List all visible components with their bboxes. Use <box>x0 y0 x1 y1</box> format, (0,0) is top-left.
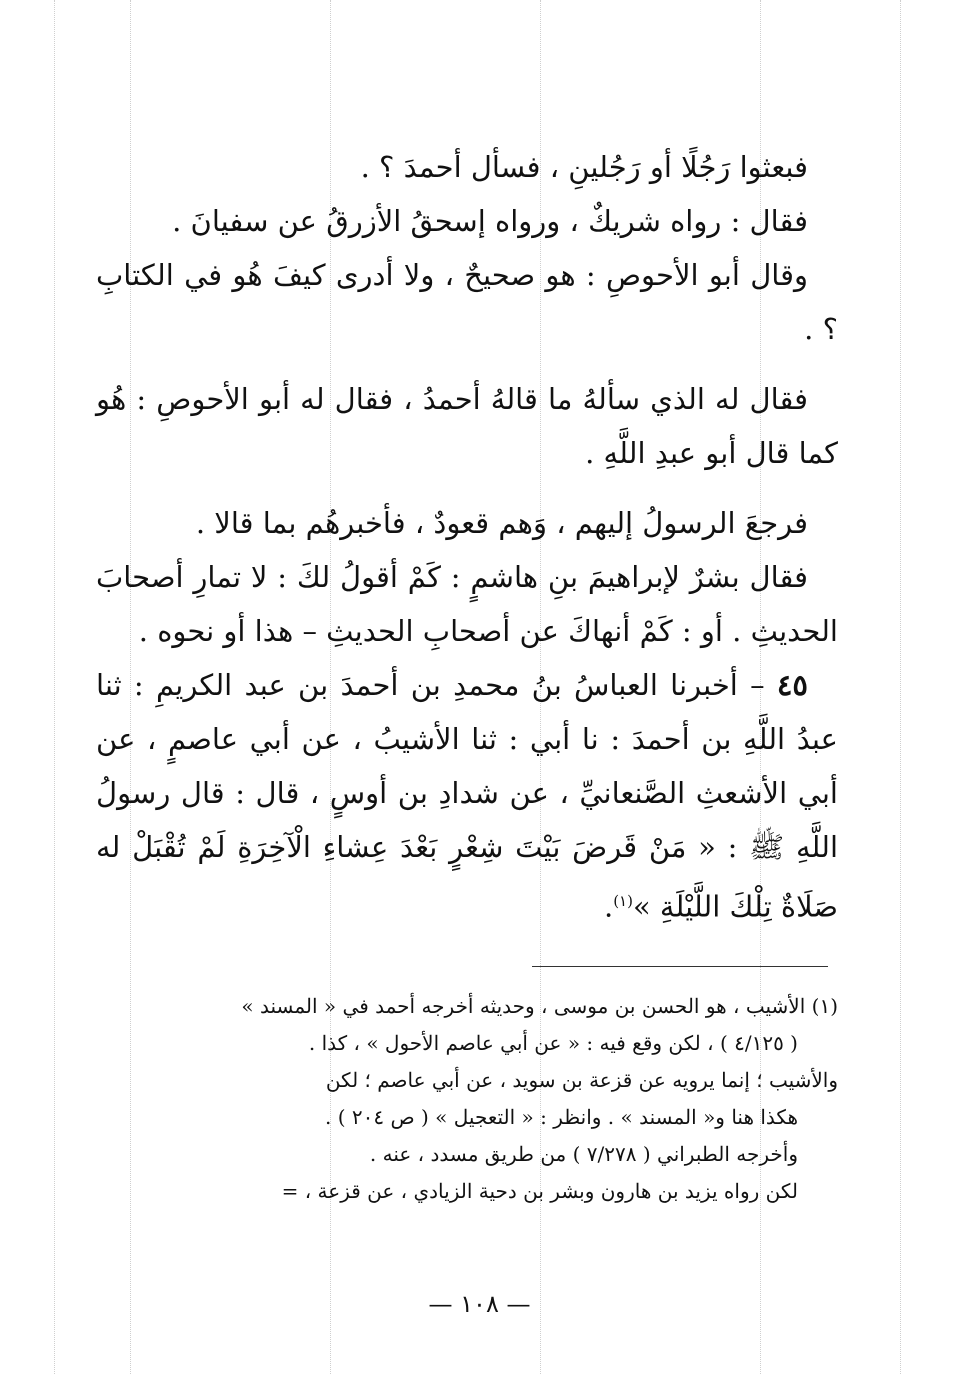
footnote-line: والأشيب ؛ إنما يرويه عن قزعة بن سويد ، عن أبي عاصم ؛ لكن <box>325 1068 838 1092</box>
scan-line <box>900 0 901 1374</box>
footnote-separator <box>532 966 828 967</box>
hadith-number: ٤٥ <box>776 668 808 702</box>
footnote-line: (١) الأشيب ، هو الحسن بن موسى ، وحديثه أخرجه أحمد في « المسند » <box>241 994 838 1018</box>
paragraph-4: فقال له الذي سألهُ ما قالهُ أحمدُ ، فقال له أبو الأحوصِ : هُو كما قال أبو عبدِ اللَّهِ . <box>96 382 838 470</box>
paragraph-2: فقال : رواه شريكٌ ، ورواه إسحقُ الأزرقُ عن سفيانَ . <box>172 204 808 238</box>
footnote-line: وأخرجه الطبراني ( ٧/٢٧٨ ) من طريق مسدد ، عنه . <box>369 1142 798 1166</box>
main-text <box>96 140 838 934</box>
scan-line <box>54 0 55 1374</box>
footnote-line: هكذا هنا و« المسند » . وانظر : « التعجيل » ( ص ٢٠٤ ) . <box>325 1105 798 1129</box>
hadith-text: – أخبرنا العباسُ بنُ محمدِ بن أحمدَ بن عبد الكريمِ : ثنا عبدُ اللَّهِ بن أحمدَ : نا أبي : ثنا الأشيبُ ، عن أبي عاصمٍ ، عن أبي الأشعثِ الصَّنعانيِّ ، عن شدادِ بن أوسٍ ، قال : قال رسولُ اللَّهِ ﷺ : « مَنْ قَرضَ بَيْتَ شِعْرٍ بَعْدَ عِشاءِ الْآخِرَةِ لَمْ تُقْبَلْ له صَلَاةٌ تِلْكَ اللَّيْلَةِ » <box>96 668 838 924</box>
page-number: — ١٠٨ — <box>428 1290 531 1318</box>
footnote-reference: (١) <box>613 892 633 910</box>
footnote-line: لكن رواه يزيد بن هارون وبشر بن دحية الزيادي ، عن قزعة ، = <box>281 1179 798 1203</box>
hadith-paragraph <box>96 658 838 934</box>
paragraph-5: فرجعَ الرسولُ إليهم ، وَهم قعودٌ ، فأخبرهُم بما قالا . <box>195 506 808 540</box>
footnotes <box>100 988 838 1210</box>
paragraph-3: وقال أبو الأحوصِ : هو صحيحٌ ، ولا أدرى كيفَ هُو في الكتابِ ؟ . <box>96 258 838 346</box>
paragraph-6: فقال بشرٌ لإبراهيمَ بنِ هاشمٍ : كَمْ أقولُ لكَ : لا تمارِ أصحابَ الحديثِ . أو : كَمْ أنهاكَ عن أصحابِ الحديثِ – هذا أو نحوه . <box>96 560 838 648</box>
paragraph-1: فبعثوا رَجُلًا أو رَجُلينِ ، فسأل أحمدَ ؟ . <box>360 150 808 184</box>
hadith-end: . <box>603 889 614 924</box>
footnote-line: ( ٤/١٢٥ ) ، لكن وقع فيه : « عن أبي عاصم الأحول » ، كذا . <box>308 1031 798 1055</box>
